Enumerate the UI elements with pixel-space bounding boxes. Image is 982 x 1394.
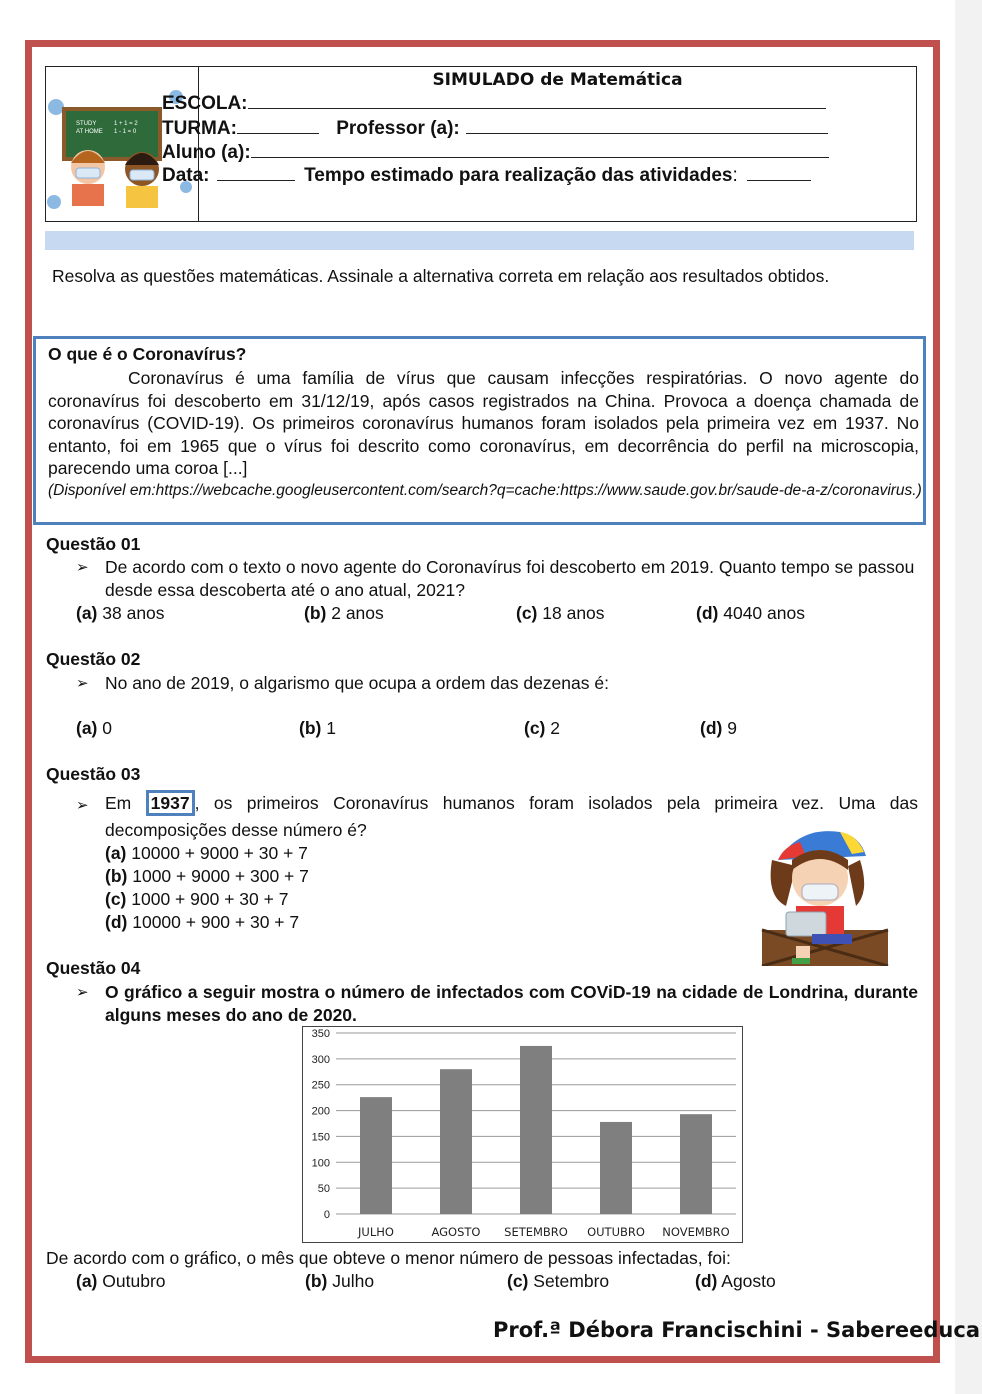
q3-option-b-letter: (b): [105, 866, 128, 886]
coronavirus-info-box: [33, 336, 926, 525]
data-field[interactable]: [217, 164, 295, 181]
q3-option-a[interactable]: [105, 843, 308, 864]
y-tick-label: 300: [311, 1053, 330, 1066]
bar-julho: [360, 1097, 392, 1214]
arrow-bullet-icon: ➢: [76, 675, 89, 692]
q1-text: De acordo com o texto o novo agente do Coronavírus foi descoberto em 2019. Quanto tempo se passou desde essa descoberta até o ano atual, 2021?: [105, 557, 915, 600]
y-tick-label: 350: [311, 1028, 330, 1040]
y-tick-label: 150: [311, 1131, 330, 1144]
x-tick-label: NOVEMBRO: [662, 1225, 730, 1239]
q3-text-post: , os primeiros Coronavírus humanos foram isolados pela primeira vez. Uma das decomposições desse número é?: [105, 793, 918, 840]
q2-option-b-text: 1: [326, 718, 336, 738]
q1-option-a[interactable]: [76, 603, 165, 624]
year-1937-highlight: 1937: [146, 790, 195, 816]
q2-option-b-letter: (b): [299, 718, 322, 738]
q4-option-d[interactable]: [695, 1271, 776, 1292]
q4-option-d-letter: (d): [695, 1271, 718, 1291]
q4-option-c-letter: (c): [507, 1271, 529, 1291]
q2-statement: [76, 672, 918, 695]
bar-setembro: [520, 1046, 552, 1214]
y-tick-label: 0: [323, 1209, 330, 1221]
instructions-text: Resolva as questões matemáticas. Assinale a alternativa correta em relação aos resultados obtidos.: [52, 266, 830, 286]
x-tick-label: JULHO: [358, 1225, 394, 1239]
x-tick-label: OUTUBRO: [587, 1225, 645, 1239]
q1-option-b[interactable]: [304, 603, 384, 624]
q3-option-c-letter: (c): [105, 889, 127, 909]
aluno-field[interactable]: [251, 141, 829, 158]
data-line: [162, 164, 811, 187]
q2-option-c-text: 2: [550, 718, 560, 738]
q3-text-pre: Em: [105, 793, 132, 813]
info-title: O que é o Coronavírus?: [48, 344, 247, 364]
q2-option-d-letter: (d): [700, 718, 723, 738]
q4-option-a-letter: (a): [76, 1271, 98, 1291]
arrow-bullet-icon: ➢: [76, 559, 89, 576]
escola-line: [162, 92, 826, 115]
q3-option-d-text: 10000 + 900 + 30 + 7: [132, 912, 300, 932]
blue-divider: [45, 231, 914, 250]
q3-option-d[interactable]: [105, 912, 299, 933]
info-text: Coronavírus é uma família de vírus que causam infecções respiratórias. O novo agente do coronavírus foi descoberto em 31/12/19, após casos registrados na China. Provoca a doença chamada de coronavírus (COVID-19). Os primeiros coronavírus humanos foram isolados pela primeira vez em 1937. No entanto, foi em 1965 que o vírus foi descrito como coronavírus, em decorrência do perfil na microscopia, parecendo uma coroa [...]: [48, 368, 919, 478]
header-title: SIMULADO de Matemática: [432, 70, 683, 90]
y-tick-label: 50: [317, 1183, 330, 1196]
tempo-label: Tempo estimado para realização das atividades: [304, 165, 733, 186]
q4-option-d-text: Agosto: [721, 1271, 776, 1291]
q1-option-c-letter: (c): [516, 603, 538, 623]
q1-option-b-letter: (b): [304, 603, 327, 623]
q2-option-b[interactable]: [299, 718, 336, 739]
q4-option-b-text: Julho: [332, 1271, 375, 1291]
q3-option-a-letter: (a): [105, 843, 127, 863]
q1-option-a-letter: (a): [76, 603, 98, 623]
chalkboard-text-home: AT HOME: [76, 129, 103, 135]
q4-option-b[interactable]: [305, 1271, 374, 1292]
q1-statement: [76, 556, 918, 602]
q4-option-c-text: Setembro: [533, 1271, 610, 1291]
tempo-colon: :: [732, 165, 738, 186]
chalkboard-text-diff: 1 - 1 = 0: [114, 129, 137, 135]
q3-title: Questão 03: [46, 764, 141, 784]
professor-label: Professor (a):: [336, 118, 460, 139]
q1-option-d-letter: (d): [696, 603, 719, 623]
q4-statement: [76, 981, 918, 1027]
q1-title: Questão 01: [46, 534, 141, 554]
turma-line: [162, 117, 828, 140]
q3-option-a-text: 10000 + 9000 + 30 + 7: [131, 843, 308, 863]
aluno-line: [162, 141, 829, 164]
q2-option-c[interactable]: [524, 718, 560, 739]
q2-option-a-letter: (a): [76, 718, 98, 738]
arrow-bullet-icon: ➢: [76, 984, 89, 1001]
q3-option-d-letter: (d): [105, 912, 128, 932]
q2-option-c-letter: (c): [524, 718, 546, 738]
q3-option-c[interactable]: [105, 889, 288, 910]
q2-title: Questão 02: [46, 649, 141, 669]
infected-chart: [302, 1026, 743, 1243]
bar-novembro: [680, 1114, 712, 1214]
q1-option-d[interactable]: [696, 603, 805, 624]
page-edge-shadow: [955, 0, 982, 1394]
q2-option-a[interactable]: [76, 718, 112, 739]
q1-option-b-text: 2 anos: [331, 603, 384, 623]
professor-field[interactable]: [466, 117, 828, 134]
q1-option-c[interactable]: [516, 603, 605, 624]
escola-label: ESCOLA:: [162, 93, 248, 114]
q4-title: Questão 04: [46, 958, 141, 978]
info-text-block: [48, 367, 919, 480]
tempo-field[interactable]: [747, 164, 811, 181]
q3-option-b[interactable]: [105, 866, 309, 887]
q2-text: No ano de 2019, o algarismo que ocupa a ordem das dezenas é:: [105, 673, 609, 693]
turma-label: TURMA:: [162, 118, 237, 139]
q4-text: O gráfico a seguir mostra o número de infectados com COViD-19 na cidade de Londrina, durante alguns meses do ano de 2020.: [105, 982, 918, 1025]
q1-option-d-text: 4040 anos: [723, 603, 805, 623]
instructions: [46, 264, 916, 289]
q2-option-d-text: 9: [727, 718, 737, 738]
bar-outubro: [600, 1122, 632, 1214]
data-label: Data:: [162, 165, 210, 186]
aluno-label: Aluno (a):: [162, 142, 251, 163]
y-tick-label: 100: [311, 1157, 330, 1170]
q4-option-c[interactable]: [507, 1271, 609, 1292]
x-tick-label: SETEMBRO: [504, 1225, 568, 1239]
q2-option-a-text: 0: [102, 718, 112, 738]
q3-option-b-text: 1000 + 9000 + 300 + 7: [132, 866, 309, 886]
q4-question: De acordo com o gráfico, o mês que obteve o menor número de pessoas infectadas, foi:: [46, 1248, 731, 1268]
arrow-bullet-icon: ➢: [76, 797, 89, 814]
author-signature: Prof.ª Débora Francischini - Sabereeduca: [493, 1318, 980, 1342]
girl-with-tablet-illustration: [756, 826, 892, 966]
turma-field[interactable]: [237, 117, 319, 134]
q4-option-b-letter: (b): [305, 1271, 328, 1291]
q1-option-a-text: 38 anos: [102, 603, 165, 623]
escola-field[interactable]: [248, 92, 826, 109]
chalkboard-text-sum: 1 + 1 = 2: [114, 121, 138, 127]
q4-option-a[interactable]: [76, 1271, 166, 1292]
q1-option-c-text: 18 anos: [542, 603, 605, 623]
q3-option-c-text: 1000 + 900 + 30 + 7: [131, 889, 289, 909]
bar-chart-svg: [303, 1027, 742, 1242]
info-source: (Disponível em:https://webcache.googleusercontent.com/search?q=cache:https://www.saude.gov.br/saude-de-a-z/coronavirus.): [48, 482, 922, 499]
x-tick-label: AGOSTO: [431, 1225, 481, 1239]
y-tick-label: 250: [311, 1079, 330, 1092]
chalkboard-text-study: STUDY: [76, 121, 97, 127]
q4-option-a-text: Outubro: [102, 1271, 166, 1291]
bar-agosto: [440, 1069, 472, 1214]
q2-option-d[interactable]: [700, 718, 737, 739]
y-tick-label: 200: [311, 1105, 330, 1118]
